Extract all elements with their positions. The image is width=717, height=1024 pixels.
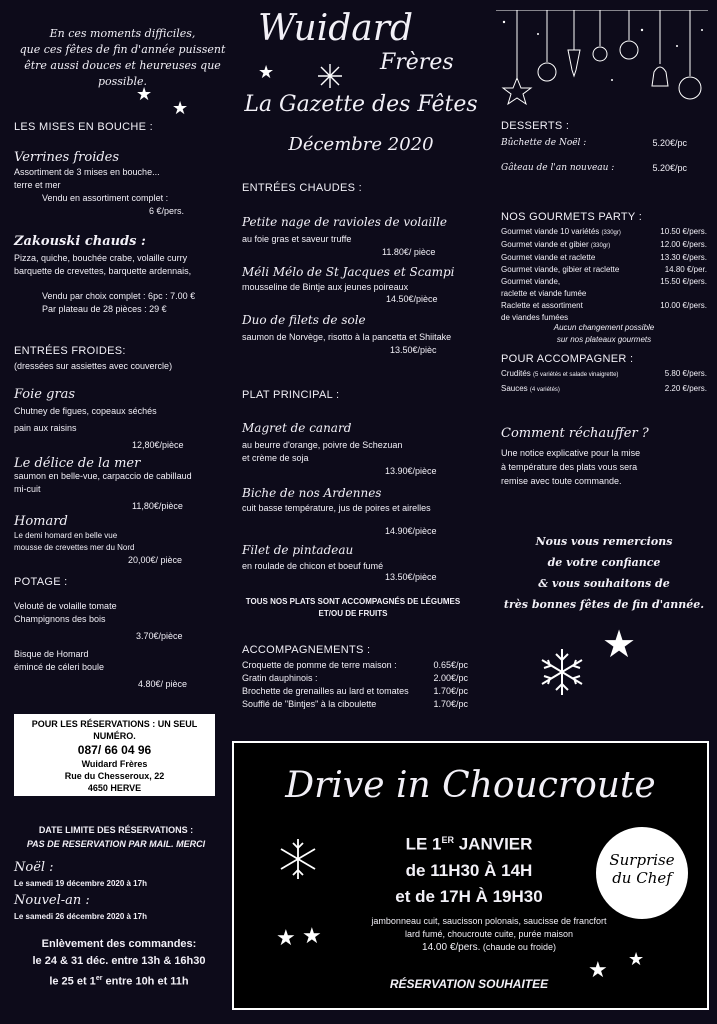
list-item: Brochette de grenailles au lard et tomates 1.70€/pc <box>242 686 468 696</box>
date-title: Décembre 2020 <box>288 134 434 155</box>
reservation-box: POUR LES RÉSERVATIONS : UN SEUL NUMÉRO. 087/ 66 04 96 Wuidard Frères Rue du Chesseroux, 22 4650 HERVE <box>14 714 215 796</box>
biche-title: Biche de nos Ardennes <box>242 486 382 500</box>
desserts-list <box>501 137 687 175</box>
list-item: Croquette de pomme de terre maison : 0.65€/pc <box>242 660 468 670</box>
brand-name: Wuidard <box>258 8 414 49</box>
surprise-badge: Surprise du Chef <box>596 827 688 919</box>
foie-title: Foie gras <box>14 387 76 402</box>
ornament-icon <box>492 10 712 115</box>
gazette-title: La Gazette des Fêtes <box>244 92 478 117</box>
star-icon: ★ <box>628 949 645 969</box>
enlevement-block: Enlèvement des commandes: le 24 & 31 déc. entre 13h & 16h30 le 25 et 1er entre 10h et 11h <box>14 936 224 991</box>
gourmets-heading: NOS GOURMETS PARTY : <box>501 211 643 223</box>
potage-heading: POTAGE : <box>14 576 68 588</box>
froides-sub: (dressées sur assiettes avec couvercle) <box>14 361 173 371</box>
verrines-title: Verrines froides <box>14 150 120 165</box>
list-item: Gourmet viande 10 variétés (330gr) 10.50 €/pers. <box>501 227 707 236</box>
pintadeau-price: 13.50€/pièce <box>385 572 437 582</box>
star-icon: ★ <box>172 98 189 118</box>
magret-desc: au beurre d'orange, poivre de Schezuan et crème de soja <box>242 440 403 463</box>
drive-box <box>232 741 709 1010</box>
list-item: Bûchette de Noël : 5.20€/pc <box>501 138 687 148</box>
list-item: Gourmet viande et raclette 13.30 €/pers. <box>501 253 707 262</box>
zakouski-title: Zakouski chauds : <box>14 234 146 249</box>
nage-price: 11.80€/ pièce <box>382 247 436 257</box>
bisque-desc: Bisque de Homard émincé de céleri boule 4.80€/ pièce <box>14 649 188 689</box>
pour-accompagner-list <box>501 368 707 396</box>
tous-note: TOUS NOS PLATS SONT ACCOMPAGNÉS DE LÉGUMES ET/OU DE FRUITS <box>245 597 461 618</box>
drive-title: Drive in Choucroute <box>285 765 656 806</box>
list-item: Raclette et assortiment 10.00 €/pers. <box>501 301 707 310</box>
star-icon: ★ <box>602 624 637 666</box>
pintadeau-desc: en roulade de chicon et boeuf fumé <box>242 561 384 571</box>
meli-title: Méli Mélo de St Jacques et Scampi <box>242 265 455 279</box>
list-item: Gourmet viande, gibier et raclette 14.80 €/per. <box>501 265 707 274</box>
star-icon: ★ <box>302 923 322 948</box>
aucun-note: Aucun changement possible sur nos plateaux gourmets <box>553 323 655 344</box>
drive-price-line: 14.00 €/pers. (chaude ou froide) <box>422 942 556 953</box>
star-icon: ★ <box>588 957 608 982</box>
list-item: raclette et viande fumée <box>501 289 587 298</box>
noel-label: Noël : <box>14 860 54 875</box>
froides-heading: ENTRÉES FROIDES: <box>14 345 126 357</box>
notice-text: Une notice explicative pour la mise à température des plats vous sera remise avec toute commande. <box>501 448 641 486</box>
desserts-heading: DESSERTS : <box>501 120 570 132</box>
drive-dates: LE 1ER JANVIER de 11H30 À 14H et de 17H À 19H30 <box>334 827 604 910</box>
duo-title: Duo de filets de sole <box>242 313 366 327</box>
list-item: Gratin dauphinois : 2.00€/pc <box>242 673 468 683</box>
noel-date: Le samedi 19 décembre 2020 à 17h <box>14 879 147 888</box>
nouvel-date: Le samedi 26 décembre 2020 à 17h <box>14 912 147 921</box>
star-icon: ★ <box>136 84 153 104</box>
delice-title: Le délice de la mer <box>14 456 141 471</box>
biche-price: 14.90€/pièce <box>385 526 437 536</box>
magret-price: 13.90€/pièce <box>385 466 437 476</box>
chaudes-heading: ENTRÉES CHAUDES : <box>242 182 363 194</box>
zakouski-desc: Pizza, quiche, bouchée crabe, volaille curry barquette de crevettes, barquette ardennais, Vendu par choix complet : 6pc : 7.00 € Par plateau de 28 pièces : 29 € <box>14 252 234 316</box>
homard-title: Homard <box>14 514 68 529</box>
star-icon: ★ <box>276 925 296 950</box>
snowflake-icon <box>316 62 344 95</box>
drive-line1: LE 1ER JANVIER <box>405 834 533 854</box>
mises-heading: LES MISES EN BOUCHE : <box>14 121 153 133</box>
enlev-line3: le 25 et 1er entre 10h et 11h <box>49 975 189 988</box>
intro-text: En ces moments difficiles, que ces fêtes de fin d'année puissent être aussi douces et heureuses que possible. <box>19 27 226 88</box>
list-item: de viandes fumées <box>501 313 569 322</box>
meli-desc: mousseline de Bintje aux jeunes poireaux <box>242 282 409 292</box>
list-item: Sauces (4 variétés) 2.20 €/pers. <box>501 384 707 393</box>
list-item: Gâteau de l'an nouveau : 5.20€/pc <box>501 163 687 173</box>
rechauffer-title: Comment réchauffer ? <box>501 426 649 441</box>
list-item: Soufflé de "Bintjes" à la ciboulette 1.70€/pc <box>242 699 468 709</box>
pintadeau-title: Filet de pintadeau <box>242 543 354 557</box>
list-item: Crudités (5 variétés et salade vinaigrette) 5.80 €/pers. <box>501 369 707 378</box>
duo-desc: saumon de Norvège, risotto à la pancetta et Shiitake <box>242 332 452 342</box>
duo-price: 13.50€/pièc <box>390 345 437 355</box>
plat-heading: PLAT PRINCIPAL : <box>242 389 340 401</box>
accomp-heading: ACCOMPAGNEMENTS : <box>242 644 371 656</box>
list-item: Gourmet viande, 15.50 €/pers. <box>501 277 707 286</box>
drive-description: jambonneau cuit, saucisson polonais, saucisse de francfort lard fumé, choucroute cuite, purée maison 14.00 €/pers. (chaude ou froide) <box>314 915 664 954</box>
limite-block: DATE LIMITE DES RÉSERVATIONS : PAS DE RESERVATION PAR MAIL. MERCI <box>26 825 206 849</box>
accomp-list <box>242 659 468 711</box>
pour-accompagner-heading: POUR ACCOMPAGNER : <box>501 353 634 365</box>
list-item: Gourmet viande et gibier (330gr) 12.00 €/pers. <box>501 240 707 249</box>
delice-desc: saumon en belle-vue, carpaccio de cabillaud mi-cuit 11,80€/pièce <box>14 471 192 511</box>
homard-desc: Le demi homard en belle vue mousse de crevettes mer du Nord 20,00€/ pièce <box>14 531 183 565</box>
phone-number[interactable]: 087/ 66 04 96 <box>77 743 152 757</box>
nage-desc: au foie gras et saveur truffe <box>242 234 352 244</box>
brand-sub: Frères <box>380 50 454 75</box>
thanks-text: Nous vous remercions de votre confiance & vous souhaitons de très bonnes fêtes de fin d'année. <box>503 535 705 611</box>
nage-title: Petite nage de ravioles de volaille <box>242 215 447 229</box>
spacer <box>14 278 234 290</box>
veloute-desc: Velouté de volaille tomate Champignons des bois 3.70€/pièce <box>14 601 183 641</box>
biche-desc: cuit basse température, jus de poires et airelles <box>242 503 431 513</box>
snowflake-icon <box>536 646 588 703</box>
verrines-desc: Assortiment de 3 mises en bouche... terre et mer Vendu en assortiment complet : 6 €/pers. <box>14 167 185 216</box>
snowflake-icon <box>276 837 320 886</box>
meli-price: 14.50€/pièce <box>386 294 438 304</box>
drive-reservation: RÉSERVATION SOUHAITEE <box>389 977 549 991</box>
gourmets-list <box>501 226 707 324</box>
nouvel-label: Nouvel-an : <box>14 893 90 908</box>
magret-title: Magret de canard <box>242 421 352 435</box>
foie-desc: Chutney de figues, copeaux séchés pain aux raisins 12,80€/pièce <box>14 406 184 450</box>
star-icon: ★ <box>258 62 275 82</box>
